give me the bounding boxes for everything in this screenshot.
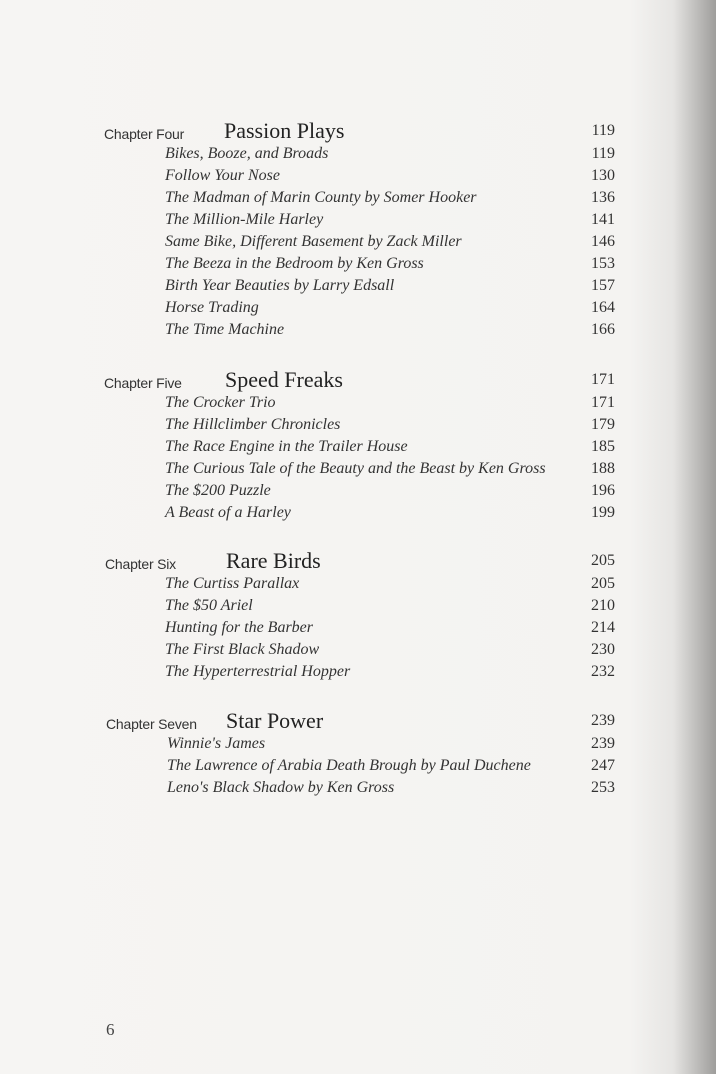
toc-entry — [0, 394, 716, 416]
entry-title: A Beast of a Harley — [165, 504, 291, 521]
page-folio-number: 6 — [106, 1020, 115, 1039]
chapter-label: Chapter Five — [104, 375, 182, 391]
entry-title: Same Bike, Different Basement by Zack Miller — [165, 233, 462, 250]
entry-title: Horse Trading — [165, 299, 259, 316]
entry-title: The Million-Mile Harley — [165, 211, 324, 228]
toc-entry — [0, 641, 716, 663]
entry-page-number: 179 — [591, 416, 615, 433]
toc-entry — [0, 277, 716, 299]
entry-title: Winnie's James — [167, 735, 266, 752]
chapter-heading — [0, 708, 716, 733]
toc-entry — [0, 211, 716, 233]
entry-page-number: 130 — [591, 167, 615, 184]
entry-page-number: 199 — [591, 504, 615, 521]
toc-entry — [0, 321, 716, 343]
toc-entry — [0, 757, 716, 779]
entry-title: Bikes, Booze, and Broads — [165, 145, 329, 162]
entry-title: The Hillclimber Chronicles — [165, 416, 341, 433]
toc-entry — [0, 167, 716, 189]
toc-entry — [0, 460, 716, 482]
entry-page-number: 210 — [591, 597, 615, 614]
entry-title: The Beeza in the Bedroom by Ken Gross — [165, 255, 424, 272]
toc-entry — [0, 482, 716, 504]
chapter-title: Star Power — [226, 708, 324, 733]
entry-page-number: 239 — [591, 735, 615, 752]
entry-page-number: 119 — [591, 145, 615, 162]
toc-entry — [0, 299, 716, 321]
entry-page-number: 230 — [591, 641, 615, 658]
entry-title: The Race Engine in the Trailer House — [165, 438, 408, 455]
toc-entry — [0, 575, 716, 597]
chapter-heading — [0, 367, 716, 392]
entry-title: The $50 Ariel — [165, 597, 253, 614]
entry-title: The Hyperterrestrial Hopper — [165, 663, 351, 680]
entry-title: Hunting for the Barber — [165, 619, 313, 636]
toc-entry — [0, 255, 716, 277]
entry-page-number: 232 — [591, 663, 615, 680]
toc-entry — [0, 735, 716, 757]
entry-page-number: 247 — [591, 757, 615, 774]
entry-title: Birth Year Beauties by Larry Edsall — [165, 277, 395, 294]
entry-page-number: 253 — [591, 779, 615, 796]
chapter-title: Passion Plays — [224, 118, 345, 143]
chapter-label: Chapter Seven — [106, 716, 197, 732]
toc-entry — [0, 619, 716, 641]
entry-page-number: 185 — [591, 438, 615, 455]
entry-title: The Madman of Marin County by Somer Hooker — [165, 189, 477, 206]
entry-title: The Lawrence of Arabia Death Brough by Paul Duchene — [167, 757, 531, 774]
entry-page-number: 171 — [591, 394, 615, 411]
chapter-heading — [0, 118, 716, 143]
toc-entry — [0, 597, 716, 619]
chapter-label: Chapter Four — [104, 126, 185, 142]
entry-title: The $200 Puzzle — [165, 482, 271, 499]
entry-title: The Curtiss Parallax — [165, 575, 300, 592]
toc-entry — [0, 779, 716, 801]
entry-page-number: 205 — [591, 575, 615, 592]
toc-entry — [0, 504, 716, 526]
entry-title: The Curious Tale of the Beauty and the Beast by Ken Gross — [165, 460, 546, 477]
entry-title: The Time Machine — [165, 321, 285, 338]
entry-page-number: 166 — [591, 321, 615, 338]
entry-page-number: 146 — [591, 233, 615, 250]
toc-entry — [0, 438, 716, 460]
chapter-page-number: 239 — [591, 712, 615, 729]
chapter-label: Chapter Six — [105, 556, 176, 572]
entry-title: Follow Your Nose — [165, 167, 280, 184]
chapter-page-number: 205 — [591, 552, 615, 569]
entry-title: The First Black Shadow — [165, 641, 320, 658]
toc-entry — [0, 663, 716, 685]
toc-entry — [0, 233, 716, 255]
chapter-page-number: 119 — [591, 122, 615, 139]
chapter-heading — [0, 548, 716, 573]
entry-title: The Crocker Trio — [165, 394, 276, 411]
chapter-title: Rare Birds — [226, 548, 321, 573]
entry-title: Leno's Black Shadow by Ken Gross — [167, 779, 395, 796]
toc-entry — [0, 145, 716, 167]
entry-page-number: 157 — [591, 277, 615, 294]
entry-page-number: 164 — [591, 299, 615, 316]
entry-page-number: 153 — [591, 255, 615, 272]
entry-page-number: 141 — [591, 211, 615, 228]
entry-page-number: 196 — [591, 482, 615, 499]
entry-page-number: 188 — [591, 460, 615, 477]
entry-page-number: 214 — [591, 619, 615, 636]
toc-entry — [0, 189, 716, 211]
entry-page-number: 136 — [591, 189, 615, 206]
chapter-title: Speed Freaks — [225, 367, 343, 392]
toc-entry — [0, 416, 716, 438]
chapter-page-number: 171 — [591, 371, 615, 388]
